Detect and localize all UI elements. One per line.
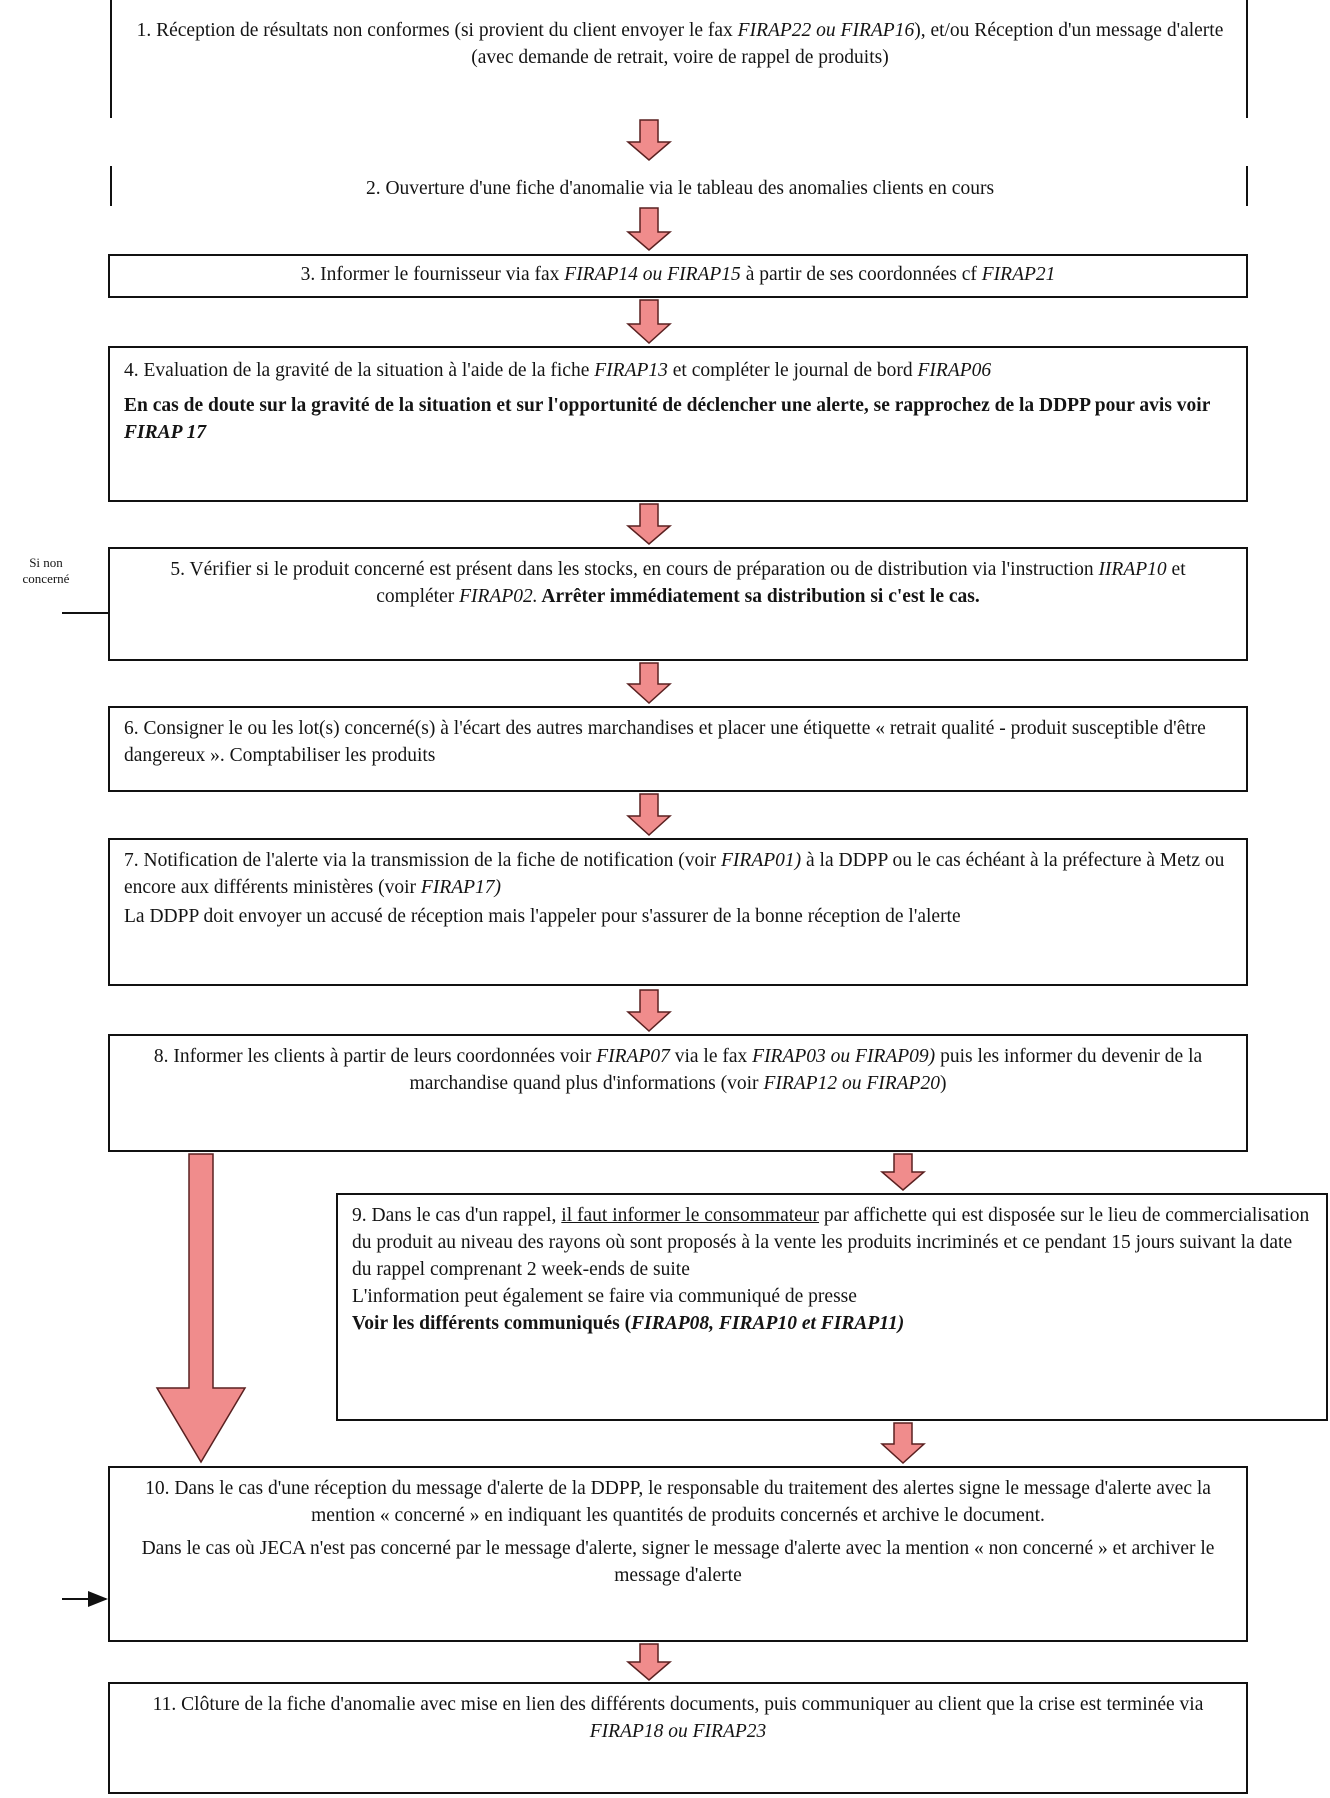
s2-left-bar	[110, 166, 112, 206]
arrow-3-to-4	[628, 300, 670, 343]
step-3: 3. Informer le fournisseur via fax FIRAP14 ou FIRAP15 à partir de ses coordonnées cf FIRAP21	[108, 254, 1248, 298]
side-note-non-concerne: Si non concerné	[22, 555, 70, 586]
arrow-7-to-8	[628, 990, 670, 1031]
step-2: 2. Ouverture d'une fiche d'anomalie via le tableau des anomalies clients en cours	[365, 178, 995, 199]
arrow-1-to-2	[628, 120, 670, 160]
arrow-5-to-6	[628, 663, 670, 703]
step-4: 4. Evaluation de la gravité de la situation à l'aide de la fiche FIRAP13 et compléter le journal de bord FIRAP06 En cas de doute sur la gravité de la situation et sur l'opportunité de déclencher une alerte, se rapprochez de la DDPP pour avis voir FIRAP 17	[108, 346, 1248, 502]
step-11: 11. Clôture de la fiche d'anomalie avec mise en lien des différents documents, puis communiquer au client que la crise est terminée via FIRAP18 ou FIRAP23	[108, 1682, 1248, 1794]
s2-right-bar	[1246, 166, 1248, 206]
s1-right-bar	[1246, 0, 1248, 118]
step-8: 8. Informer les clients à partir de leurs coordonnées voir FIRAP07 via le fax FIRAP03 ou FIRAP09) puis les informer du devenir de la marchandise quand plus d'informations (voir FIRAP12 ou FIRAP20)	[108, 1034, 1248, 1152]
arrow-2-to-3	[628, 208, 670, 250]
s1-left-bar	[110, 0, 112, 118]
arrow-8-to-9	[882, 1154, 924, 1190]
side-note-line	[62, 612, 110, 614]
step-6: 6. Consigner le ou les lot(s) concerné(s) à l'écart des autres marchandises et placer une étiquette « retrait qualité - produit susceptible d'être dangereux ». Comptabiliser les produits	[108, 706, 1248, 792]
arrow-10-to-11	[628, 1644, 670, 1680]
arrow-9-to-10	[882, 1423, 924, 1463]
arrow-4-to-5	[628, 504, 670, 544]
arrow-6-to-7	[628, 794, 670, 835]
step-5: 5. Vérifier si le produit concerné est présent dans les stocks, en cours de préparation ou de distribution via l'instruction IIRAP10 et compléter FIRAP02. Arrêter immédiatement sa distribution si c'est le cas.	[108, 547, 1248, 661]
step-7: 7. Notification de l'alerte via la transmission de la fiche de notification (voir FIRAP01) à la DDPP ou le cas échéant à la préfecture à Metz ou encore aux différents ministères (voir FIRAP17) La DDPP doit envoyer un accusé de réception mais l'appeler pour s'assurer de la bonne réception de l'alerte	[108, 838, 1248, 986]
step-10: 10. Dans le cas d'une réception du message d'alerte de la DDPP, le responsable du traitement des alertes signe le message d'alerte avec la mention « concerné » en indiquant les quantités de produits concernés et archive le document. Dans le cas où JECA n'est pas concerné par le message d'alerte, signer le message d'alerte avec la mention « non concerné » et archiver le message d'alerte	[108, 1466, 1248, 1642]
arrow-8-to-10-large	[157, 1154, 245, 1462]
step-1: 1. Réception de résultats non conformes (si provient du client envoyer le fax FIRAP22 ou FIRAP16), et/ou Réception d'un message d'alerte (avec demande de retrait, voire de rappel de produits)	[136, 20, 1224, 68]
step-9: 9. Dans le cas d'un rappel, il faut informer le consommateur par affichette qui est disposée sur le lieu de commercialisation du produit au niveau des rayons où sont proposés à la vente les produits incriminés et ce pendant 15 jours suivant la date du rappel comprenant 2 week-ends de suite L'information peut également se faire via communiqué de presse Voir les différents communiqués (FIRAP08, FIRAP10 et FIRAP11)	[336, 1193, 1328, 1421]
